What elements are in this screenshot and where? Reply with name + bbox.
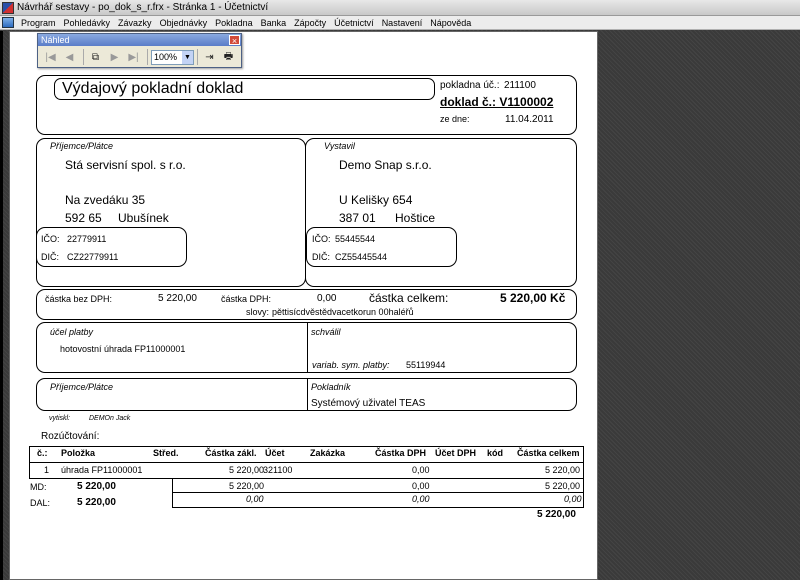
row-account: 321100 — [263, 465, 293, 475]
app-icon — [2, 2, 14, 14]
md-total: 5 220,00 — [545, 481, 581, 491]
preview-toolbar-titlebar[interactable] — [38, 34, 241, 46]
purpose-text: hotovostní úhrada FP11000001 — [60, 344, 186, 354]
col-center: Střed. — [153, 448, 179, 458]
recipient-dic: CZ22779911 — [67, 252, 119, 262]
printed-by-label: vytiskl: — [49, 415, 70, 422]
cashier-heading: Pokladník — [311, 382, 351, 392]
issuer-zip: 387 01 — [339, 211, 376, 225]
table-sum-bottom-line — [172, 507, 584, 508]
chevron-down-icon[interactable]: ▼ — [182, 51, 193, 64]
issuer-dic: CZ55445544 — [335, 252, 388, 262]
copy-icon[interactable]: ⧉ — [91, 51, 100, 63]
amount-vat-value: 0,00 — [317, 293, 337, 304]
toolbar-separator — [83, 49, 84, 65]
dal-vat-amount: 0,00 — [412, 494, 430, 504]
col-code: kód — [487, 448, 504, 458]
window-titlebar — [0, 0, 800, 16]
amount-words-label: slovy: — [246, 307, 270, 317]
menu-ucetnictvi[interactable]: Účetnictví — [334, 17, 374, 28]
grand-total: 5 220,00 — [537, 509, 576, 520]
toolbar-separator — [197, 49, 198, 65]
issuer-street: U Kelišky 654 — [339, 193, 413, 207]
col-order: Zakázka — [310, 448, 346, 458]
last-page-icon[interactable]: ▶| — [128, 51, 139, 63]
variable-symbol-label: variab. sym. platby: — [312, 360, 390, 370]
close-icon[interactable]: × — [229, 35, 240, 45]
dal-label: DAL: — [30, 498, 51, 508]
menu-zavazky[interactable]: Závazky — [118, 17, 152, 28]
issuer-heading: Vystavil — [324, 141, 355, 151]
menu-nastaveni[interactable]: Nastavení — [381, 17, 423, 28]
issuer-name: Demo Snap s.r.o. — [339, 158, 432, 172]
dal-total: 0,00 — [564, 494, 582, 504]
table-sum-mid-line — [172, 492, 584, 493]
col-account: Účet — [265, 448, 285, 458]
amount-net-label: částka bez DPH: — [45, 294, 113, 304]
issuer-city: Hoštice — [395, 211, 436, 225]
recipient-ico: 22779911 — [67, 234, 107, 244]
md-value: 5 220,00 — [77, 481, 116, 492]
prev-page-icon[interactable]: ◀ — [65, 51, 74, 63]
amount-net-value: 5 220,00 — [158, 293, 197, 304]
recipient-dic-label: DIČ: — [41, 252, 59, 262]
allocation-heading: Rozúčtování: — [41, 431, 100, 442]
row-item: úhrada FP11000001 — [61, 465, 143, 475]
signature-divider — [307, 378, 308, 411]
menu-zapocty[interactable]: Zápočty — [294, 17, 327, 28]
row-vat-amount: 0,00 — [412, 465, 430, 475]
table-right-line — [583, 446, 584, 508]
toolbar-separator — [147, 49, 148, 65]
md-base-amount: 5 220,00 — [229, 481, 265, 491]
md-vat-amount: 0,00 — [412, 481, 430, 491]
menu-objednavky[interactable]: Objednávky — [159, 17, 208, 28]
table-top-line — [29, 446, 584, 447]
date-value: 11.04.2011 — [505, 114, 554, 125]
pokladna-value: 211100 — [504, 80, 536, 91]
amount-total-label: částka celkem: — [369, 291, 449, 305]
report-page — [9, 31, 598, 580]
recipient-street: Na zvedáku 35 — [65, 193, 146, 207]
zoom-select[interactable] — [151, 50, 194, 65]
recipient-name: Stá servisní spol. s r.o. — [65, 158, 186, 172]
amount-vat-label: částka DPH: — [221, 294, 272, 304]
table-sum-left-line — [172, 478, 173, 508]
first-page-icon[interactable]: |◀ — [45, 51, 56, 63]
menu-pokladna[interactable]: Pokladna — [215, 17, 253, 28]
left-edge — [0, 31, 3, 580]
exit-icon[interactable]: ⇥ — [205, 51, 214, 63]
document-title: Výdajový pokladní doklad — [62, 80, 244, 97]
col-base-amount: Částka zákl. — [205, 448, 257, 458]
amount-total-value: 5 220,00 Kč — [500, 291, 566, 305]
col-number: č.: — [37, 448, 48, 458]
row-base-amount: 5 220,00 — [229, 465, 265, 475]
recipient-city: Ubušínek — [118, 211, 169, 225]
date-label: ze dne: — [440, 114, 470, 124]
row-total: 5 220,00 — [545, 465, 581, 475]
menubar — [0, 16, 800, 30]
next-page-icon[interactable]: ▶ — [110, 51, 119, 63]
menu-pohledavky[interactable]: Pohledávky — [63, 17, 111, 28]
menu-banka[interactable]: Banka — [260, 17, 287, 28]
table-row-line — [29, 478, 584, 479]
recipient-heading: Příjemce/Plátce — [50, 141, 114, 151]
cashier-name: Systémový uživatel TEAS — [311, 398, 426, 409]
menu-program[interactable]: Program — [21, 17, 56, 28]
row-number: 1 — [44, 465, 50, 475]
variable-symbol-value: 55119944 — [406, 360, 446, 370]
system-menu-icon[interactable] — [2, 17, 14, 28]
recipient-ico-label: IČO: — [41, 234, 60, 244]
amount-words: pěttisícdvěstědvacetkorun 00haléřů — [272, 307, 414, 317]
purpose-divider — [307, 322, 308, 373]
pokladna-label: pokladna úč.: — [440, 80, 500, 91]
approved-heading: schválil — [311, 327, 341, 337]
preview-toolbar[interactable] — [37, 33, 242, 68]
purpose-heading: účel platby — [50, 327, 94, 337]
col-vat-account: Účet DPH — [435, 448, 477, 458]
table-header-line — [29, 462, 584, 463]
issuer-ico: 55445544 — [335, 234, 376, 244]
issuer-ico-label: IČO: — [312, 234, 331, 244]
doklad-number: doklad č.: V1100002 — [440, 95, 554, 109]
col-total: Částka celkem — [517, 448, 580, 458]
preview-toolbar-title: Náhled — [41, 35, 70, 45]
print-icon[interactable]: 🖶 — [223, 50, 234, 62]
printed-by: DEMOn Jack — [89, 415, 131, 422]
issuer-dic-label: DIČ: — [312, 252, 330, 262]
recipient-zip: 592 65 — [65, 211, 102, 225]
md-label: MD: — [30, 482, 47, 492]
preview-toolbar-buttons — [38, 46, 241, 68]
col-vat-amount: Částka DPH — [375, 448, 427, 458]
payee-heading: Příjemce/Plátce — [50, 382, 114, 392]
dal-value: 5 220,00 — [77, 497, 116, 508]
dal-base-amount: 0,00 — [246, 494, 264, 504]
zoom-value: 100% — [154, 52, 178, 62]
col-item: Položka — [61, 448, 96, 458]
window-title: Návrhář sestavy - po_dok_s_r.frx - Stránka 1 - Účetnictví — [17, 2, 269, 13]
menu-napoveda[interactable]: Nápověda — [430, 17, 472, 28]
